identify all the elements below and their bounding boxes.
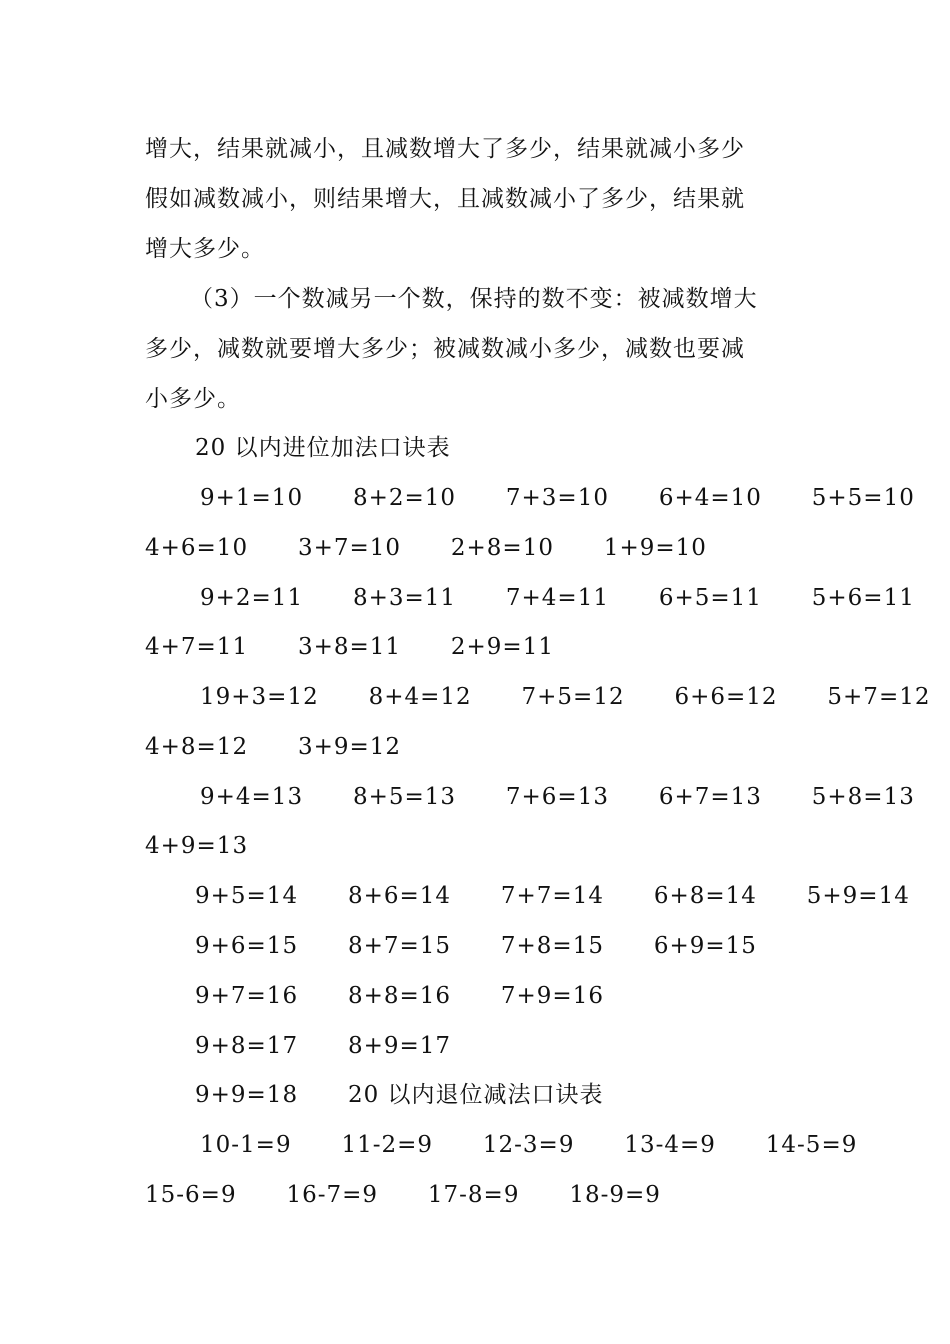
formula-row: 9+2=11 8+3=11 7+4=11 6+5=11 5+6=11 <box>200 585 915 611</box>
formula-row: 4+8=12 3+9=12 <box>145 734 402 760</box>
formula-row-with-subtraction-title: 9+9=18 20 以内退位减法口诀表 <box>195 1082 604 1108</box>
paragraph-line: 小多少。 <box>145 386 241 412</box>
paragraph-line: 假如减数减小，则结果增大，且减数减小了多少，结果就 <box>145 186 745 212</box>
formula-row: 9+5=14 8+6=14 7+7=14 6+8=14 5+9=14 <box>195 883 910 909</box>
subtraction-formula-row: 15-6=9 16-7=9 17-8=9 18-9=9 <box>145 1182 661 1208</box>
addition-table-title: 20 以内进位加法口诀表 <box>195 435 451 461</box>
formula-row: 4+6=10 3+7=10 2+8=10 1+9=10 <box>145 535 707 561</box>
formula-row: 9+8=17 8+9=17 <box>195 1033 452 1059</box>
formula-row: 4+7=11 3+8=11 2+9=11 <box>145 634 554 660</box>
formula-row: 9+7=16 8+8=16 7+9=16 <box>195 983 604 1009</box>
paragraph-line: （3）一个数减另一个数，保持的数不变：被减数增大 <box>190 286 758 312</box>
subtraction-formula-row: 10-1=9 11-2=9 12-3=9 13-4=9 14-5=9 <box>200 1132 858 1158</box>
formula-row: 9+6=15 8+7=15 7+8=15 6+9=15 <box>195 933 757 959</box>
paragraph-line: 多少，减数就要增大多少；被减数减小多少，减数也要减 <box>145 336 745 362</box>
formula-row: 9+4=13 8+5=13 7+6=13 6+7=13 5+8=13 <box>200 784 915 810</box>
formula-row: 4+9=13 <box>145 833 249 859</box>
paragraph-line: 增大，结果就减小，且减数增大了多少，结果就减小多少 <box>145 136 745 162</box>
formula-row: 19+3=12 8+4=12 7+5=12 6+6=12 5+7=12 <box>200 684 931 710</box>
paragraph-line: 增大多少。 <box>145 236 265 262</box>
formula-row: 9+1=10 8+2=10 7+3=10 6+4=10 5+5=10 <box>200 485 915 511</box>
